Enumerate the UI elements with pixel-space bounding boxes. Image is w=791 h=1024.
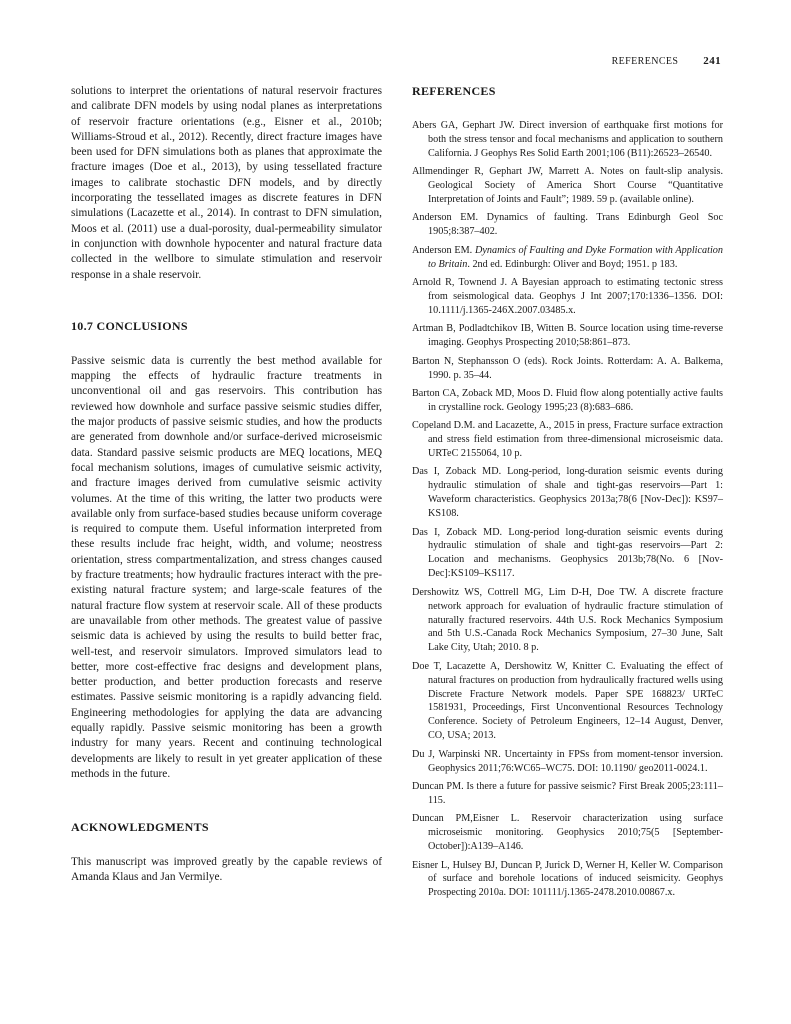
reference-item: Anderson EM. Dynamics of faulting. Trans Edinburgh Geol Soc 1905;8:387–402. bbox=[412, 212, 723, 238]
conclusions-paragraph: Passive seismic data is currently the best method available for mapping the effects of hydraulic fracture treatments in unconventional oil and gas reservoirs. This contribution has reviewed how downhole and surface passive seismic studies differ, the major products of passive seismic studies, and how the products are generated from downhole and/or surface-derived microseismic data. Standard passive seismic products are MEQ locations, MEQ focal mechanism solutions, images of cumulative seismic activity, and fracture images derived from cumulative seismic activity volumes. At the time of this writing, the latter two products were available only from surface-based studies because uniform coverage is required to compute them. Useful information interpreted from these results include frac height, width, and volume; neostress orientation, stress compartmentalization, and stress changes caused by fracture treatments; how hydraulic fractures interact with the pre-existing natural fracture system; and large-scale features of the natural fracture flow system at reservoir scale. All of these products are unavailable from other methods. The greatest value of passive seismic data is achieved by using the results to build better frac, well-test, and reservoir simulators. Improved simulators lead to better, more cost-effective frac designs and development plans, better production, and better production forecasts and reserve estimates. Passive seismic monitoring is a rapidly advancing field. Engineering methodologies for applying the data are advancing equally rapidly. Passive seismic monitoring has been a growth industry for many years. Recent and continuing technological developments are likely to result in yet greater application of these methods in the future. bbox=[71, 354, 382, 780]
acknowledgments-heading: ACKNOWLEDGMENTS bbox=[71, 820, 209, 835]
book-title: Dynamics of Faulting and Dyke Formation with Application to Britain bbox=[428, 244, 723, 270]
reference-item: Allmendinger R, Gephart JW, Marrett A. Notes on fault-slip analysis. Geological Society of America Short Course “Quantitative Interpretation of Joints and Fault”; 1989. 59 p. (available online). bbox=[412, 166, 723, 206]
intro-paragraph: solutions to interpret the orientations of natural reservoir fractures and calibrate DFN models by using nodal planes as interpretations of reservoir fracture orientations (e.g., Eisner et al., 2010b; Williams-Stroud et al., 2012). Recently, direct fracture images have been used for DFN simulations both as planes that approximate the fracture images (Doe et al., 2013), by using tessellated fracture images to calibrate stochastic DFN models, and by directly incorporating the tessellated images as discrete features in DFN simulations (Lacazette et al., 2014). In contrast to DFN simulation, Moos et al. (2011) use a dual-porosity, dual-permeability simulator in conjunction with downhole hypocenter and natural fracture data collected in the wellbore to simulate stimulation and reservoir response in a shale reservoir. bbox=[71, 85, 382, 281]
reference-list bbox=[412, 119, 723, 900]
reference-item: Duncan PM,Eisner L. Reservoir characterization using surface microseismic monitoring. Geophysics 2010;75(5 [September-October]):A139–A146. bbox=[412, 813, 723, 853]
reference-item: Doe T, Lacazette A, Dershowitz W, Knitter C. Evaluating the effect of natural fractures on production from hydraulically fractured wells using Discrete Fracture Network models. Paper SPE 168823/ URTeC 1581931, Proceedings, First Unconventional Resources Technology Conference. Society of Petroleum Engineers, 12–14 August, Denver, CO, USA; 2013. bbox=[412, 660, 723, 742]
reference-item: Eisner L, Hulsey BJ, Duncan P, Jurick D, Werner H, Keller W. Comparison of surface and borehole locations of induced seismicity. Geophys Prospecting 2010a. DOI: 101111/j.1365-2478.2010.00867.x. bbox=[412, 859, 723, 899]
reference-item: Barton N, Stephansson O (eds). Rock Joints. Rotterdam: A. A. Balkema, 1990. p. 35–44. bbox=[412, 355, 723, 381]
left-column bbox=[71, 84, 382, 886]
page-number: 241 bbox=[703, 55, 721, 67]
running-head-title: REFERENCES bbox=[611, 56, 679, 67]
reference-item: Das I, Zoback MD. Long-period long-duration seismic events during hydraulic stimulation of shale and tight-gas reservoirs—Part 2: Location and mechanisms. Geophysics 2013b;78(No. 6 [Nov-Dec]:KS109–KS117. bbox=[412, 526, 723, 580]
reference-item: Barton CA, Zoback MD, Moos D. Fluid flow along potentially active faults in crystalline rock. Geology 1995;23 (8):683–686. bbox=[412, 387, 723, 413]
reference-item: Abers GA, Gephart JW. Direct inversion of earthquake first motions for both the stress tensor and focal mechanisms and application to southern California. J Geophys Res Solid Earth 2001;106 (B11):26523–26540. bbox=[412, 120, 723, 159]
reference-item: Dershowitz WS, Cottrell MG, Lim D-H, Doe TW. A discrete fracture network approach for evaluation of hydraulic fracture stimulation of naturally fractured reservoirs. 44th U.S. Rock Mechanics Symposium and 5th U.S.-Canada Rock Mechanics Symposium, 27–30 June, Salt Lake City, Utah; 2010. 8 p. bbox=[412, 586, 723, 654]
reference-item: Anderson EM. Dynamics of Faulting and Dyke Formation with Application to Britain. 2nd ed. Edinburgh: Oliver and Boyd; 1951. p 183. bbox=[412, 244, 723, 270]
conclusions-heading: 10.7 CONCLUSIONS bbox=[71, 318, 188, 333]
running-head bbox=[612, 55, 721, 67]
reference-item: Artman B, Podladtchikov IB, Witten B. Source location using time-reverse imaging. Geophys Prospecting 2010;58:861–873. bbox=[412, 323, 723, 349]
right-column bbox=[412, 84, 723, 905]
reference-item: Duncan PM. Is there a future for passive seismic? First Break 2005;23:111–115. bbox=[412, 780, 723, 806]
reference-item: Du J, Warpinski NR. Uncertainty in FPSs from moment-tensor inversion. Geophysics 2011;76:WC65–WC75. DOI: 10.1190/ geo2011-0024.1. bbox=[412, 748, 723, 774]
references-heading: REFERENCES bbox=[412, 84, 496, 98]
reference-item: Copeland D.M. and Lacazette, A., 2015 in press, Fracture surface extraction and stress field estimation from three-dimensional microseismic data. URTeC 2155064, 10 p. bbox=[412, 420, 723, 460]
acknowledgments-paragraph: This manuscript was improved greatly by the capable reviews of Amanda Klaus and Jan Vermilye. bbox=[71, 856, 382, 884]
reference-item: Das I, Zoback MD. Long-period, long-duration seismic events during hydraulic stimulation of shale and tight-gas reservoirs—Part 1: Waveform characteristics. Geophysics 2013a;78(6 [Nov-Dec]): KS97–KS108. bbox=[412, 466, 723, 520]
reference-item: Arnold R, Townend J. A Bayesian approach to estimating tectonic stress from seismological data. Geophys J Int 2007;170:1336–1356. DOI: 10.1111/j.1365-246X.2007.03485.x. bbox=[412, 277, 723, 316]
